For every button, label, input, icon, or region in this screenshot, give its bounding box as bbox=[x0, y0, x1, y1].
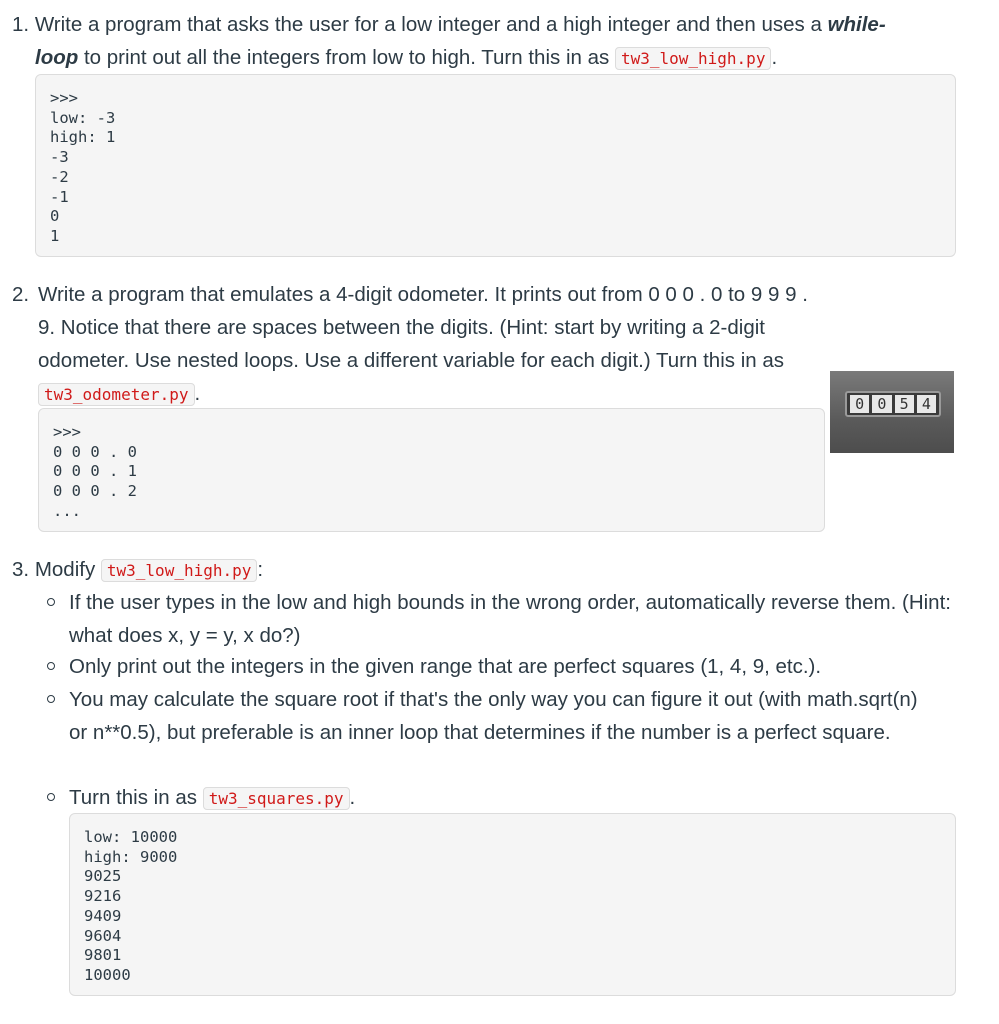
example-output-1-text: >>> low: -3 high: 1 -3 -2 -1 0 1 bbox=[50, 89, 116, 245]
bullet-4-text: Turn this in as bbox=[69, 786, 203, 809]
filename-low-high: tw3_low_high.py bbox=[615, 47, 772, 70]
bullet-4 bbox=[69, 781, 949, 815]
question-1-number: 1. bbox=[12, 13, 30, 36]
question-1-text bbox=[12, 8, 932, 41]
question-2-number: 2. bbox=[12, 283, 30, 306]
question-1-text-line2 bbox=[35, 41, 935, 75]
example-output-3 bbox=[69, 813, 956, 996]
bullet-icon bbox=[47, 793, 55, 801]
question-2-description: Write a program that emulates a 4-digit odometer. It prints out from 0 0 0 . 0 to 9 9 9 . 9. Notice that there are spaces between the digits. (Hint: start by writing a 2-digit odometer. Use nested loops. Use a different variable for each digit.) Turn this in as bbox=[38, 283, 808, 372]
example-output-3-text: low: 10000 high: 9000 9025 9216 9409 9604 9801 10000 bbox=[84, 828, 178, 984]
bullet-icon bbox=[47, 598, 55, 606]
question-1-body: to print out all the integers from low to high. Turn this in as bbox=[78, 46, 615, 69]
question-1-intro: Write a program that asks the user for a low integer and a high integer and then uses a bbox=[34, 13, 828, 36]
example-output-1 bbox=[35, 74, 956, 257]
odometer-digit: 0 bbox=[872, 395, 891, 413]
question-2-period: . bbox=[194, 382, 201, 405]
question-3-number: 3. bbox=[12, 558, 30, 581]
question-2-body bbox=[38, 278, 828, 411]
loop-emphasis: loop bbox=[35, 46, 79, 69]
odometer-digit: 4 bbox=[917, 395, 936, 413]
question-1-period: . bbox=[771, 46, 778, 69]
bullet-icon bbox=[47, 662, 55, 670]
question-3-intro: Modify bbox=[34, 558, 101, 581]
odometer-image bbox=[830, 371, 954, 453]
example-output-2-text: >>> 0 0 0 . 0 0 0 0 . 1 0 0 0 . 2 ... bbox=[53, 423, 137, 520]
filename-low-high-2: tw3_low_high.py bbox=[101, 559, 258, 582]
bullet-icon bbox=[47, 695, 55, 703]
bullet-3: You may calculate the square root if that's the only way you can figure it out (with math.sqrt(n) or n**0.5), but preferable is an inner loop that determines if the number is a perfect square. bbox=[69, 688, 918, 744]
bullet-2: Only print out the integers in the given range that are perfect squares (1, 4, 9, etc.). bbox=[69, 655, 822, 678]
filename-odometer: tw3_odometer.py bbox=[38, 383, 195, 406]
bullet-1: If the user types in the low and high bounds in the wrong order, automatically reverse them. (Hint: what does x, y = y, x do?) bbox=[69, 591, 951, 647]
question-3-colon: : bbox=[257, 558, 264, 581]
example-output-2 bbox=[38, 408, 825, 532]
bullet-4-period: . bbox=[349, 786, 356, 809]
odometer-digit: 5 bbox=[895, 395, 914, 413]
while-emphasis: while- bbox=[827, 13, 886, 36]
question-3-text bbox=[12, 553, 912, 587]
filename-squares: tw3_squares.py bbox=[203, 787, 350, 810]
odometer-digit: 0 bbox=[850, 395, 869, 413]
odometer-window bbox=[845, 391, 941, 417]
